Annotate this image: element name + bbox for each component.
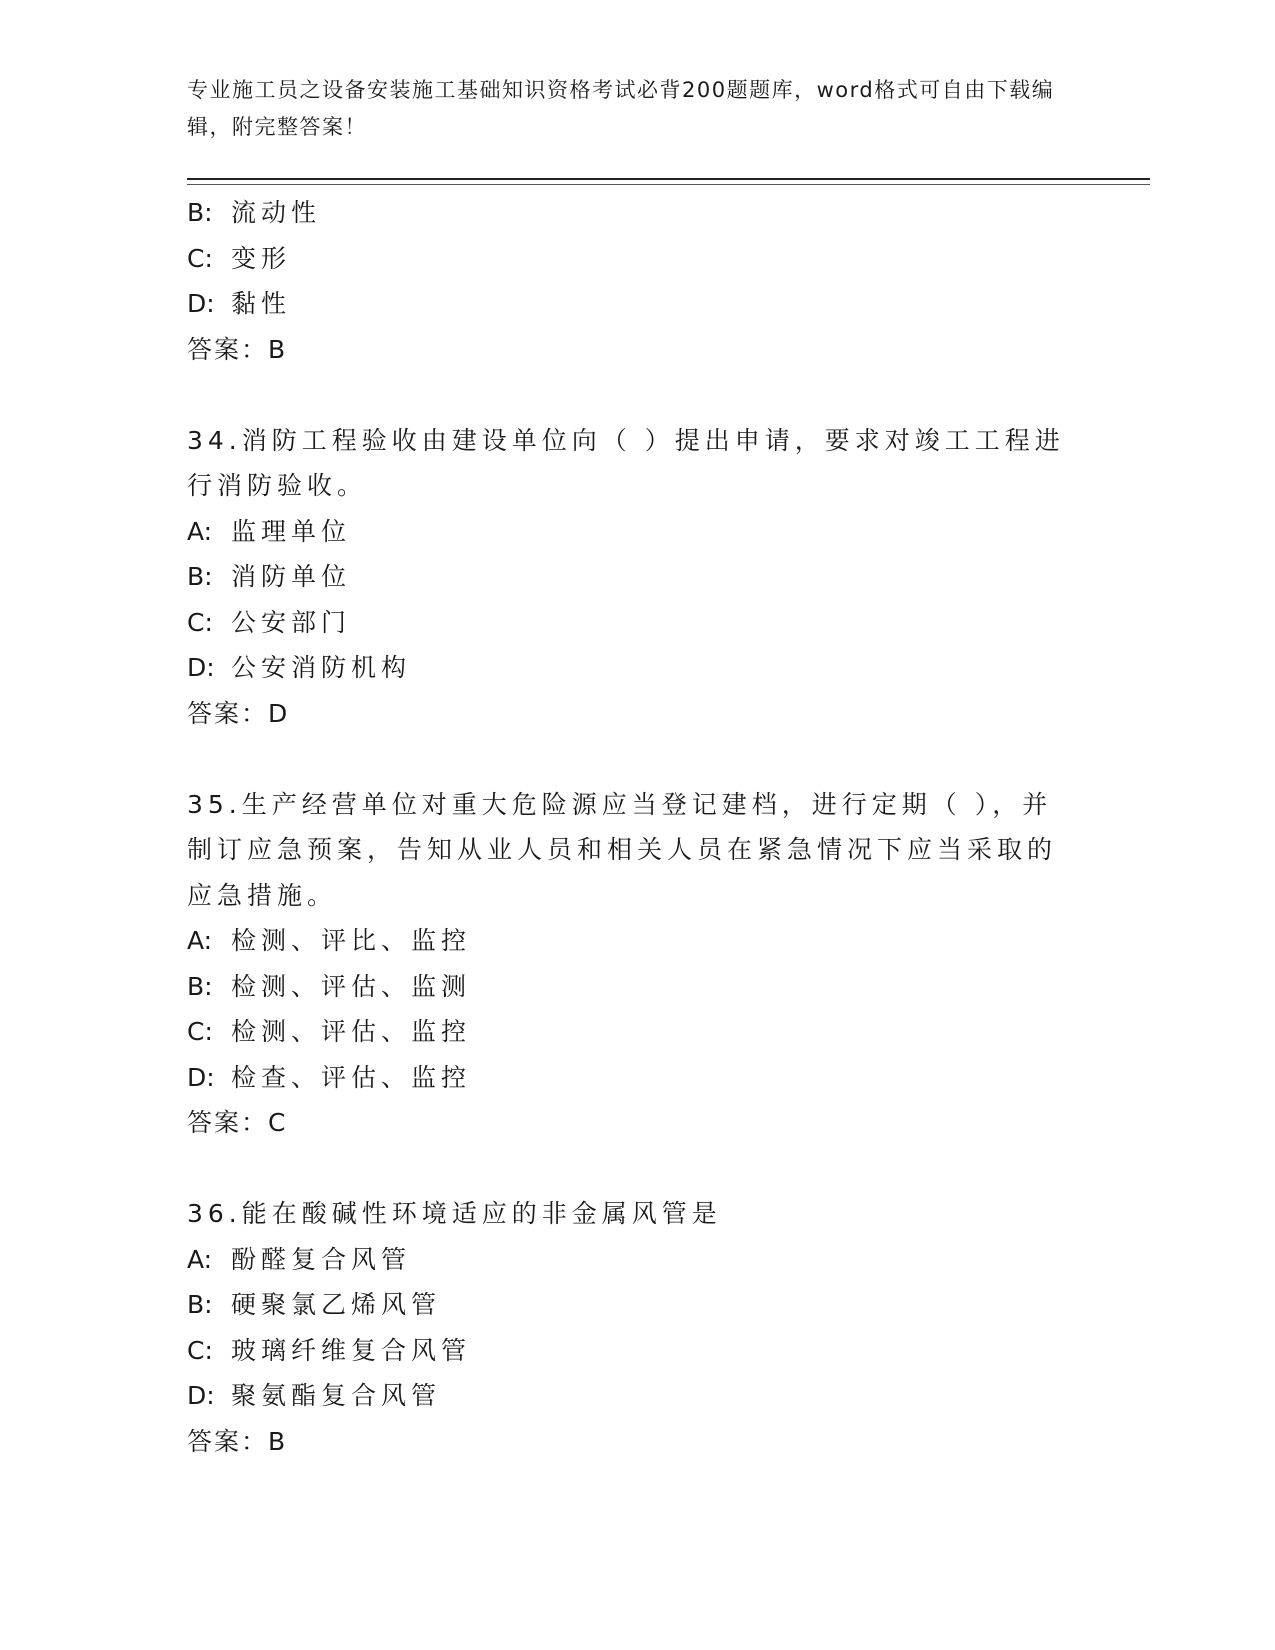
- option-text: 公安部门: [231, 607, 352, 637]
- document-body: [187, 190, 1067, 1464]
- answer-line: 答案：B: [187, 1426, 288, 1456]
- option-text: 检测、评估、监控: [231, 1017, 472, 1046]
- option-c: [187, 236, 1067, 282]
- option-d: [187, 1373, 1067, 1419]
- answer-line: 答案：D: [187, 698, 290, 728]
- option-letter: D:: [187, 653, 215, 682]
- option-letter: A:: [187, 516, 213, 546]
- option-text: 黏性: [231, 289, 292, 318]
- option-letter: A:: [187, 926, 213, 955]
- option-letter: D:: [187, 1062, 215, 1092]
- option-letter: D:: [187, 1381, 215, 1410]
- option-letter: C:: [187, 607, 213, 637]
- option-text: 硬聚氯乙烯风管: [231, 1290, 442, 1319]
- option-text: 流动性: [231, 198, 322, 227]
- option-c: [187, 1328, 1067, 1374]
- option-text: 检测、评估、监测: [231, 971, 472, 1001]
- spacer: [187, 372, 1067, 418]
- option-d: [187, 281, 1067, 327]
- answer-line: 答案：C: [187, 1108, 288, 1137]
- option-letter: B:: [187, 198, 213, 227]
- spacer: [187, 736, 1067, 782]
- question-text: 36.能在酸碱性环境适应的非金属风管是: [187, 1199, 722, 1228]
- option-letter: D:: [187, 289, 215, 318]
- option-a: [187, 509, 1067, 555]
- option-text: 变形: [231, 243, 292, 273]
- answer-line: 答案：B: [187, 334, 288, 364]
- question-34: [187, 418, 1067, 737]
- option-d: [187, 1055, 1067, 1101]
- option-letter: A:: [187, 1244, 213, 1274]
- option-text: 检查、评估、监控: [231, 1062, 472, 1092]
- question-text: 34.消防工程验收由建设单位向（ ）提出申请，要求对竣工工程进行消防验收。: [187, 425, 1065, 500]
- option-c: [187, 1009, 1067, 1055]
- header-rule-thin: [187, 184, 1150, 185]
- option-c: [187, 600, 1067, 646]
- option-text: 玻璃纤维复合风管: [231, 1335, 472, 1365]
- spacer: [187, 1146, 1067, 1192]
- option-b: [187, 1282, 1067, 1328]
- option-text: 消防单位: [231, 562, 352, 591]
- option-a: [187, 918, 1067, 964]
- option-text: 监理单位: [231, 516, 352, 546]
- option-letter: B:: [187, 971, 213, 1001]
- option-text: 聚氨酯复合风管: [231, 1381, 442, 1410]
- option-d: [187, 645, 1067, 691]
- option-a: [187, 1237, 1067, 1283]
- option-letter: C:: [187, 243, 213, 273]
- option-b: [187, 190, 1067, 236]
- option-b: [187, 554, 1067, 600]
- option-text: 检测、评比、监控: [231, 926, 472, 955]
- document-header: [187, 72, 1087, 146]
- option-text: 公安消防机构: [231, 653, 412, 682]
- header-title: 专业施工员之设备安装施工基础知识资格考试必背200题题库，word格式可自由下载编辑，附完整答案！: [187, 78, 1055, 139]
- question-33-continued: [187, 190, 1067, 372]
- question-35: [187, 782, 1067, 1146]
- option-text: 酚醛复合风管: [231, 1244, 412, 1274]
- option-b: [187, 964, 1067, 1010]
- option-letter: B:: [187, 1290, 213, 1319]
- option-letter: C:: [187, 1017, 213, 1046]
- question-text: 35.生产经营单位对重大危险源应当登记建档，进行定期（ ），并制订应急预案，告知从业人员和相关人员在紧急情况下应当采取的应急措施。: [187, 789, 1058, 910]
- option-letter: C:: [187, 1335, 213, 1365]
- question-36: [187, 1191, 1067, 1464]
- option-letter: B:: [187, 562, 213, 591]
- header-rule-thick: [187, 178, 1150, 180]
